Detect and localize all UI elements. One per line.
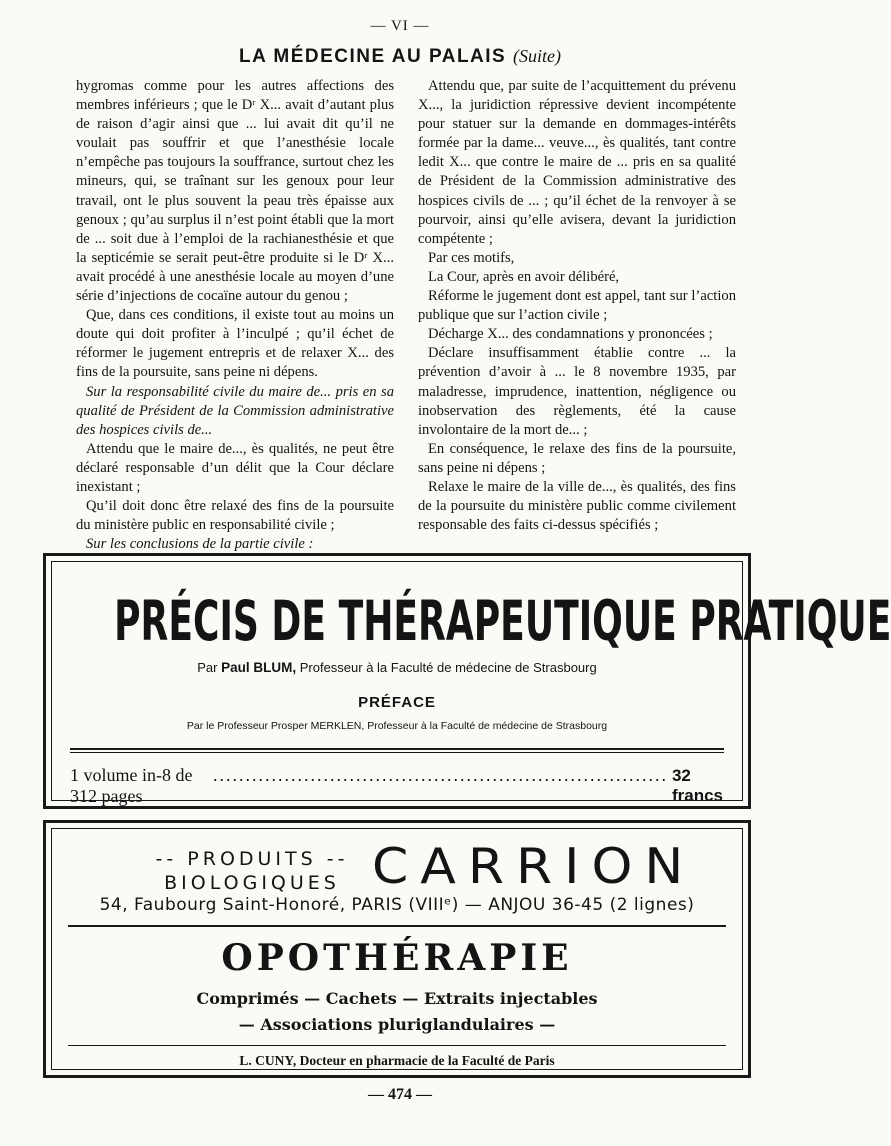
ad-carrion-associations-line: — Associations pluriglandulaires — [238, 1015, 556, 1034]
ad-precis-preface-by: Par le Professeur Prosper MERKLEN, Professeur à la Faculté de médecine de Strasbourg [186, 720, 608, 732]
ad-precis-author-name: Paul BLUM, [221, 660, 297, 675]
ad-precis-volume-line [70, 765, 724, 807]
right-column [418, 77, 736, 535]
ad-precis-price: 32 francs [671, 766, 723, 805]
right-paragraph-1: Attendu que, par suite de l’acquittement du prévenu X..., la juridiction répressive devient incompétente pour statuer sur la demande en dommages-intérêts formée par la dame... veuve..., ès qualités, tant contre ledit X... que contre le maire de ... pris en sa qualité de Président de la Commission administrative des hospices civils de ... ; qu’il échet de la renvoyer à se pourvoir, ainsi qu’elle avisera, devant la juridiction compétente ; [418, 78, 736, 247]
right-paragraph-3: La Cour, après en avoir délibéré, [428, 268, 620, 285]
ad-carrion-produits-line1: -- PRODUITS -- [155, 848, 349, 870]
ad-precis-leader-dots: ...................................................................... [212, 765, 668, 785]
ad-carrion-divider-bottom [68, 1045, 726, 1046]
section-title-suite: (Suite) [513, 46, 561, 66]
ad-precis-volume: 1 volume in-8 de 312 pages [70, 765, 193, 806]
ad-carrion-products-line: Comprimés — Cachets — Extraits injectables [196, 989, 598, 1008]
right-paragraph-8: Relaxe le maire de la ville de..., ès qualités, des fins de la poursuite du ministère public comme civilement responsable des faits ci-dessus spécifiés ; [418, 478, 736, 534]
ad-carrion-divider-top [68, 925, 726, 927]
ad-carrion-headline: OPOTHÉRAPIE [221, 937, 573, 979]
section-title-text: LA MÉDECINE AU PALAIS [238, 46, 507, 67]
section-title [0, 46, 800, 68]
left-paragraph-1: hygromas comme pour les autres affections des membres inférieurs ; que le Dʳ X... avait d’autant plus de raison d’agir ainsi que ... lui avait dit qu’il ne voulait pas souffrir et que l’anesthésie locale n’empêche pas toujours la souffrance, surtout chez les mineurs, qui, se traînant sur les genoux pour leur travail, ont le plus souvent la peau très épaisse aux genoux ; qu’au surplus il n’est point établi que la mort de ... soit due à l’emploi de la rachianesthésie et que la septicémie se serait peut-être produite si le Dʳ X... avait procédé à une anesthésie locale au moyen d’une série d’injections de cocaïne autour du genou ; [76, 78, 394, 305]
page-header-roman: — VI — [370, 18, 430, 34]
ad-precis-author-prefix: Par [197, 660, 222, 675]
left-paragraph-4: Attendu que le maire de..., ès qualités, ne peut être déclaré responsable d’un délit que la Cour déclare inexistant ; [76, 440, 394, 495]
ad-precis-title: PRÉCIS DE THÉRAPEUTIQUE PRATIQUE [114, 590, 891, 654]
ad-carrion-brand: CARRION [372, 838, 696, 896]
right-paragraph-5: Décharge X... des condamnations y prononcées ; [428, 326, 713, 343]
right-paragraph-2: Par ces motifs, [428, 249, 515, 266]
left-paragraph-5: Qu’il doit donc être relaxé des fins de la poursuite du ministère public en responsabilité civile ; [76, 498, 394, 534]
left-paragraph-2: Que, dans ces conditions, il existe tout au moins un doute qui doit profiter à l’inculpé ; qu’il échet de réformer le jugement entrepris et de relaxer X... des fins de la poursuite, sans peine ni dépens. [76, 307, 394, 381]
ad-precis-therapeutique [43, 553, 891, 809]
left-paragraph-6: Sur les conclusions de la partie civile : [86, 536, 314, 553]
ad-precis-preface-heading: PRÉFACE [358, 694, 436, 711]
left-column [76, 77, 394, 554]
ad-precis-author-suffix: Professeur à la Faculté de médecine de Strasbourg [296, 660, 597, 675]
ad-precis-author [52, 660, 742, 675]
ad-precis-divider [70, 748, 724, 753]
ad-carrion [43, 820, 751, 1078]
ad-carrion-address: 54, Faubourg Saint-Honoré, PARIS (VIIIᵉ) — ANJOU 36-45 (2 lignes) [99, 895, 695, 915]
left-paragraph-3: Sur la responsabilité civile du maire de... pris en sa qualité de Président de la Commission administrative des hospices civils de... [76, 383, 394, 438]
right-paragraph-6: Déclare insuffisamment établie contre ... la prévention d’avoir à ... le 8 novembre 1935, par maladresse, imprudence, inattention, négligence ou inobservation des règlements, été la cause involontaire de la mort de... ; [418, 345, 736, 438]
ad-carrion-produits-line2: BIOLOGIQUES [164, 872, 340, 894]
ad-carrion-footer: L. CUNY, Docteur en pharmacie de la Faculté de Paris [239, 1053, 555, 1068]
right-paragraph-7: En conséquence, le relaxe des fins de la poursuite, sans peine ni dépens ; [418, 440, 736, 476]
ad-carrion-produits [122, 847, 382, 895]
ad-carrion-inner-border [51, 828, 743, 1070]
ad-precis-inner-border [51, 561, 891, 806]
right-paragraph-4: Réforme le jugement dont est appel, tant sur l’action publique que sur l’action civile ; [418, 288, 736, 324]
page-number: — 474 — [368, 1086, 432, 1103]
